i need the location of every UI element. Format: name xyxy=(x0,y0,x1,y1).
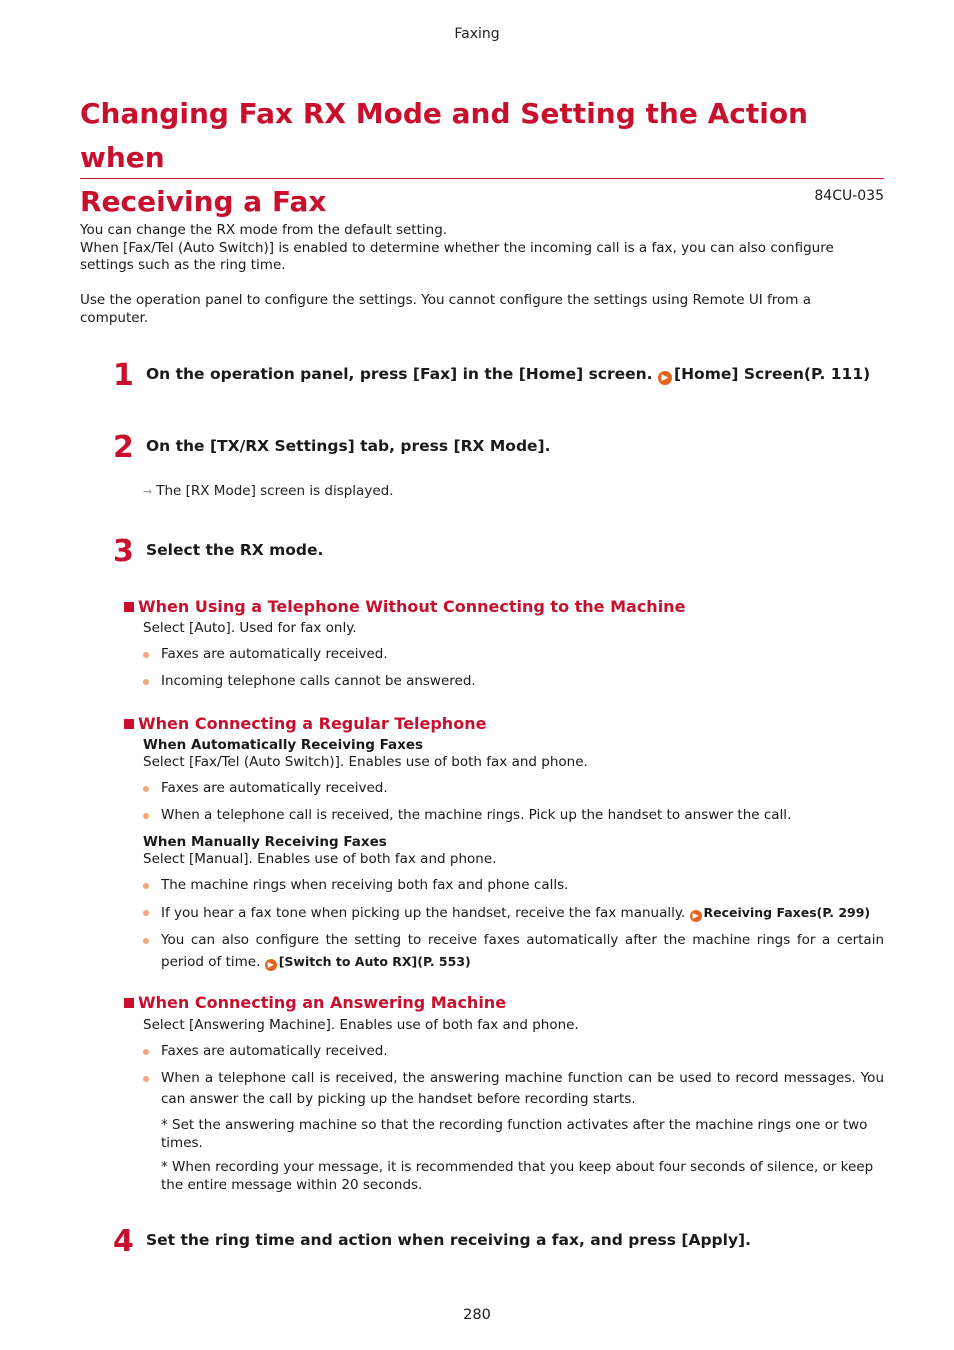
list-item-text-part: If you hear a fax tone when picking up the handset, receive the fax manually. xyxy=(161,905,690,921)
step-3-number: 3 xyxy=(113,534,134,569)
list-item-text xyxy=(161,902,884,924)
section-heading-no-telephone xyxy=(124,597,685,617)
section-1-description: Select [Auto]. Used for fax only. xyxy=(143,620,357,636)
list-item xyxy=(143,778,884,799)
square-bullet-icon xyxy=(124,998,134,1008)
list-item-text: Incoming telephone calls cannot be answered. xyxy=(161,673,476,689)
auto-receive-description: Select [Fax/Tel (Auto Switch)]. Enables use of both fax and phone. xyxy=(143,754,588,770)
intro-line-3: settings such as the ring time. xyxy=(80,257,286,273)
link-arrow-icon: ▶ xyxy=(265,959,277,971)
manual-receive-label: When Manually Receiving Faxes xyxy=(143,834,387,850)
note-line: the entire message within 20 seconds. xyxy=(161,1176,423,1193)
list-item-text-line xyxy=(161,951,884,973)
list-item-text xyxy=(161,930,884,973)
page-title-line-1: Changing Fax RX Mode and Setting the Action when xyxy=(80,97,808,174)
list-item-text: Faxes are automatically received. xyxy=(161,1043,388,1059)
receiving-faxes-link[interactable]: Receiving Faxes(P. 299) xyxy=(703,905,871,920)
bullet-dot-icon xyxy=(143,1049,149,1055)
home-screen-link[interactable]: [Home] Screen(P. 111) xyxy=(673,365,871,383)
step-4-number: 4 xyxy=(113,1224,134,1259)
list-item-text-line: You can also configure the setting to receive faxes automatically after the machine rings for a certain xyxy=(161,932,884,948)
list-item-text-line: can answer the call by picking up the handset before recording starts. xyxy=(161,1091,636,1107)
step-1-number: 1 xyxy=(113,358,134,393)
bullet-dot-icon xyxy=(143,883,149,889)
list-item-text xyxy=(161,1068,884,1110)
intro-line-1: You can change the RX mode from the default setting. xyxy=(80,222,448,238)
section-heading-text: When Connecting an Answering Machine xyxy=(138,993,507,1012)
intro-line-2: When [Fax/Tel (Auto Switch)] is enabled to determine whether the incoming call is a fax, you can also configure xyxy=(80,240,834,256)
note-line: times. xyxy=(161,1134,203,1151)
page-title xyxy=(80,92,890,224)
document-id: 84CU-035 xyxy=(814,188,884,204)
bullet-dot-icon xyxy=(143,786,149,792)
title-divider xyxy=(80,178,884,179)
section-3-description: Select [Answering Machine]. Enables use of both fax and phone. xyxy=(143,1017,579,1033)
list-item xyxy=(143,805,884,826)
bullet-dot-icon xyxy=(143,679,149,685)
list-item xyxy=(143,875,884,896)
step-2-number: 2 xyxy=(113,430,134,465)
list-item xyxy=(143,644,884,665)
bullet-dot-icon xyxy=(143,910,149,916)
list-item-text-line: When a telephone call is received, the answering machine function can be used to record messages. You xyxy=(161,1070,884,1086)
square-bullet-icon xyxy=(124,719,134,729)
link-arrow-icon: ▶ xyxy=(690,910,702,922)
page-number: 280 xyxy=(463,1307,491,1323)
square-bullet-icon xyxy=(124,602,134,612)
step-1-text xyxy=(146,364,870,385)
list-item xyxy=(143,930,884,973)
list-item xyxy=(143,1068,884,1110)
list-item-text: Faxes are automatically received. xyxy=(161,646,388,662)
list-item-text: The machine rings when receiving both fax and phone calls. xyxy=(161,877,569,893)
step-2-result xyxy=(143,483,394,499)
note-2 xyxy=(161,1159,884,1194)
step-1-instruction: On the operation panel, press [Fax] in the [Home] screen. xyxy=(146,365,658,383)
list-item-text-part: period of time. xyxy=(161,954,265,970)
bullet-dot-icon xyxy=(143,652,149,658)
result-arrow-icon: ➞ xyxy=(143,485,153,498)
switch-to-auto-rx-link[interactable]: [Switch to Auto RX](P. 553) xyxy=(278,954,471,969)
page-header: Faxing xyxy=(454,26,500,42)
step-3-text: Select the RX mode. xyxy=(146,541,324,559)
link-arrow-icon: ▶ xyxy=(658,371,672,385)
note-line: * Set the answering machine so that the recording function activates after the machine rings one or two xyxy=(161,1117,868,1133)
list-item xyxy=(143,671,884,692)
list-item xyxy=(143,902,884,924)
bullet-dot-icon xyxy=(143,1076,149,1082)
step-2-text: On the [TX/RX Settings] tab, press [RX Mode]. xyxy=(146,437,551,455)
note-1 xyxy=(161,1117,884,1152)
page-title-line-2: Receiving a Fax xyxy=(80,185,327,218)
section-heading-text: When Connecting a Regular Telephone xyxy=(138,714,487,733)
list-item-text: Faxes are automatically received. xyxy=(161,780,388,796)
list-item xyxy=(143,1041,884,1062)
intro-line-5: computer. xyxy=(80,310,149,326)
list-item-text: When a telephone call is received, the machine rings. Pick up the handset to answer the call. xyxy=(161,807,792,823)
intro-line-4: Use the operation panel to configure the settings. You cannot configure the settings using Remote UI from a xyxy=(80,292,812,308)
step-2-result-text: The [RX Mode] screen is displayed. xyxy=(156,483,394,499)
manual-receive-description: Select [Manual]. Enables use of both fax and phone. xyxy=(143,851,497,867)
auto-receive-label: When Automatically Receiving Faxes xyxy=(143,737,424,753)
section-heading-text: When Using a Telephone Without Connecting to the Machine xyxy=(138,597,686,616)
bullet-dot-icon xyxy=(143,813,149,819)
bullet-dot-icon xyxy=(143,938,149,944)
section-heading-answering-machine xyxy=(124,993,506,1013)
note-line: * When recording your message, it is recommended that you keep about four seconds of silence, or keep xyxy=(161,1159,874,1175)
step-4-text: Set the ring time and action when receiving a fax, and press [Apply]. xyxy=(146,1231,752,1249)
section-heading-regular-telephone xyxy=(124,714,486,734)
